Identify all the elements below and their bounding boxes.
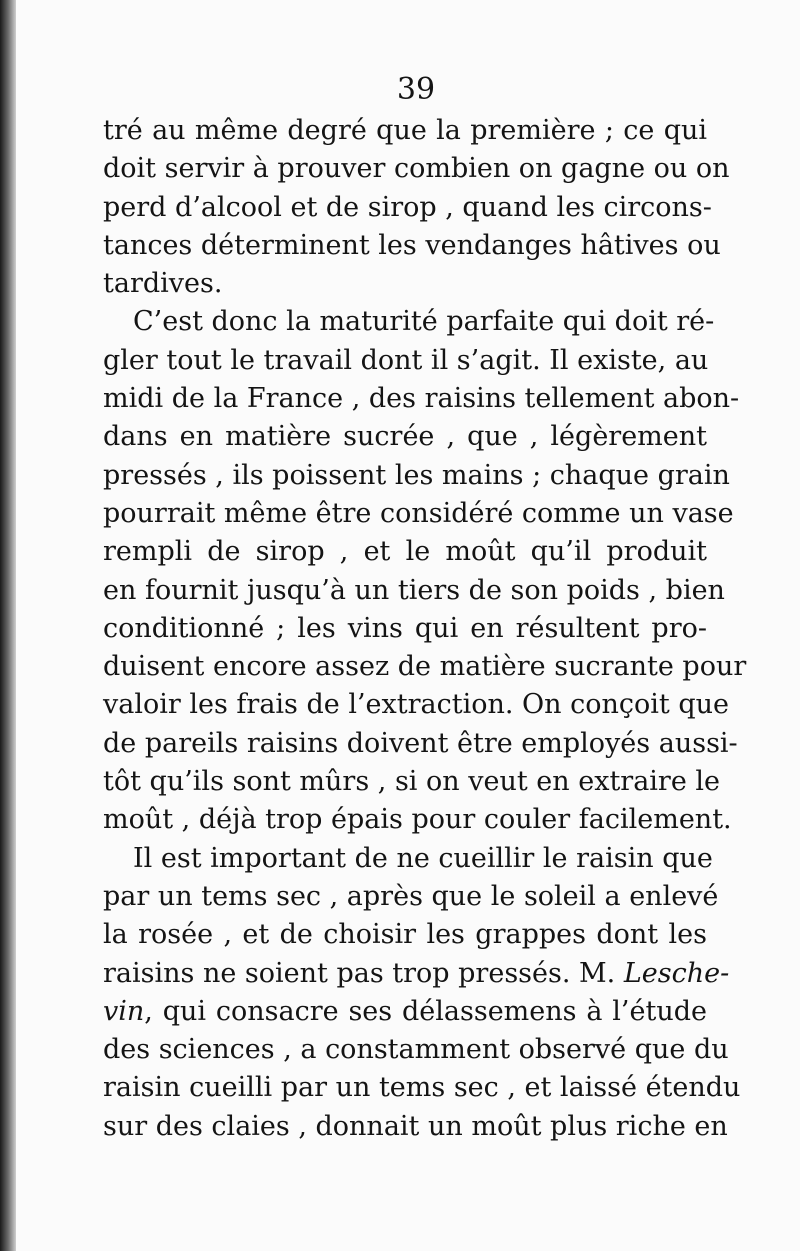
text-line: tôt qu’ils sont mûrs , si on veut en extraire le	[103, 766, 721, 798]
text-line: perd d’alcool et de sirop , quand les circons-	[103, 191, 712, 223]
page-number: 39	[396, 72, 436, 107]
text-line: gler tout le travail dont il s’agit. Il existe, au	[103, 344, 709, 376]
text-line	[103, 955, 730, 993]
text-line: des sciences , a constamment observé que du	[103, 1034, 729, 1066]
person-name-italic: Lesche-	[623, 957, 730, 989]
body-text	[103, 112, 747, 1146]
text-line: doit servir à prouver combien on gagne ou on	[103, 153, 730, 185]
text-line: dans en matière sucrée , que , légèrement	[103, 421, 707, 453]
text-line: pourrait même être considéré comme un vase	[103, 497, 734, 529]
text-line	[103, 993, 707, 1031]
text-line: sur des claies , donnait un moût plus riche en	[103, 1110, 728, 1142]
text-line: valoir les frais de l’extraction. On conçoit que	[103, 689, 729, 721]
person-name-italic-continued: vin	[103, 995, 145, 1027]
text-line: pressés , ils poissent les mains ; chaque grain	[103, 459, 730, 491]
text-segment: , qui consacre ses délassemens à l’étude	[144, 995, 707, 1027]
text-line: tré au même degré que la première ; ce qui	[103, 115, 707, 146]
text-line: Il est important de ne cueillir le raisin que	[133, 842, 713, 874]
text-line: conditionné ; les vins qui en résultent pro-	[103, 612, 707, 644]
text-line: moût , déjà trop épais pour couler facilement.	[103, 804, 732, 836]
text-segment: raisins ne soient pas trop pressés. M.	[103, 957, 616, 989]
text-line: rempli de sirop , et le moût qu’il produit	[103, 536, 707, 568]
text-line: tardives.	[103, 268, 223, 300]
text-line: en fournit jusqu’à un tiers de son poids , bien	[103, 574, 725, 606]
text-line: raisin cueilli par un tems sec , et laissé étendu	[103, 1072, 741, 1104]
text-line: par un tems sec , après que le soleil a enlevé	[103, 880, 719, 912]
text-line: C’est donc la maturité parfaite qui doit ré-	[133, 306, 715, 338]
text-line: midi de la France , des raisins tellement abon-	[103, 383, 740, 415]
text-line: tances déterminent les vendanges hâtives ou	[103, 229, 721, 261]
text-line: de pareils raisins doivent être employés aussi-	[103, 727, 738, 759]
text-line: la rosée , et de choisir les grappes dont les	[103, 919, 707, 951]
text-line: duisent encore assez de matière sucrante pour	[103, 651, 747, 683]
